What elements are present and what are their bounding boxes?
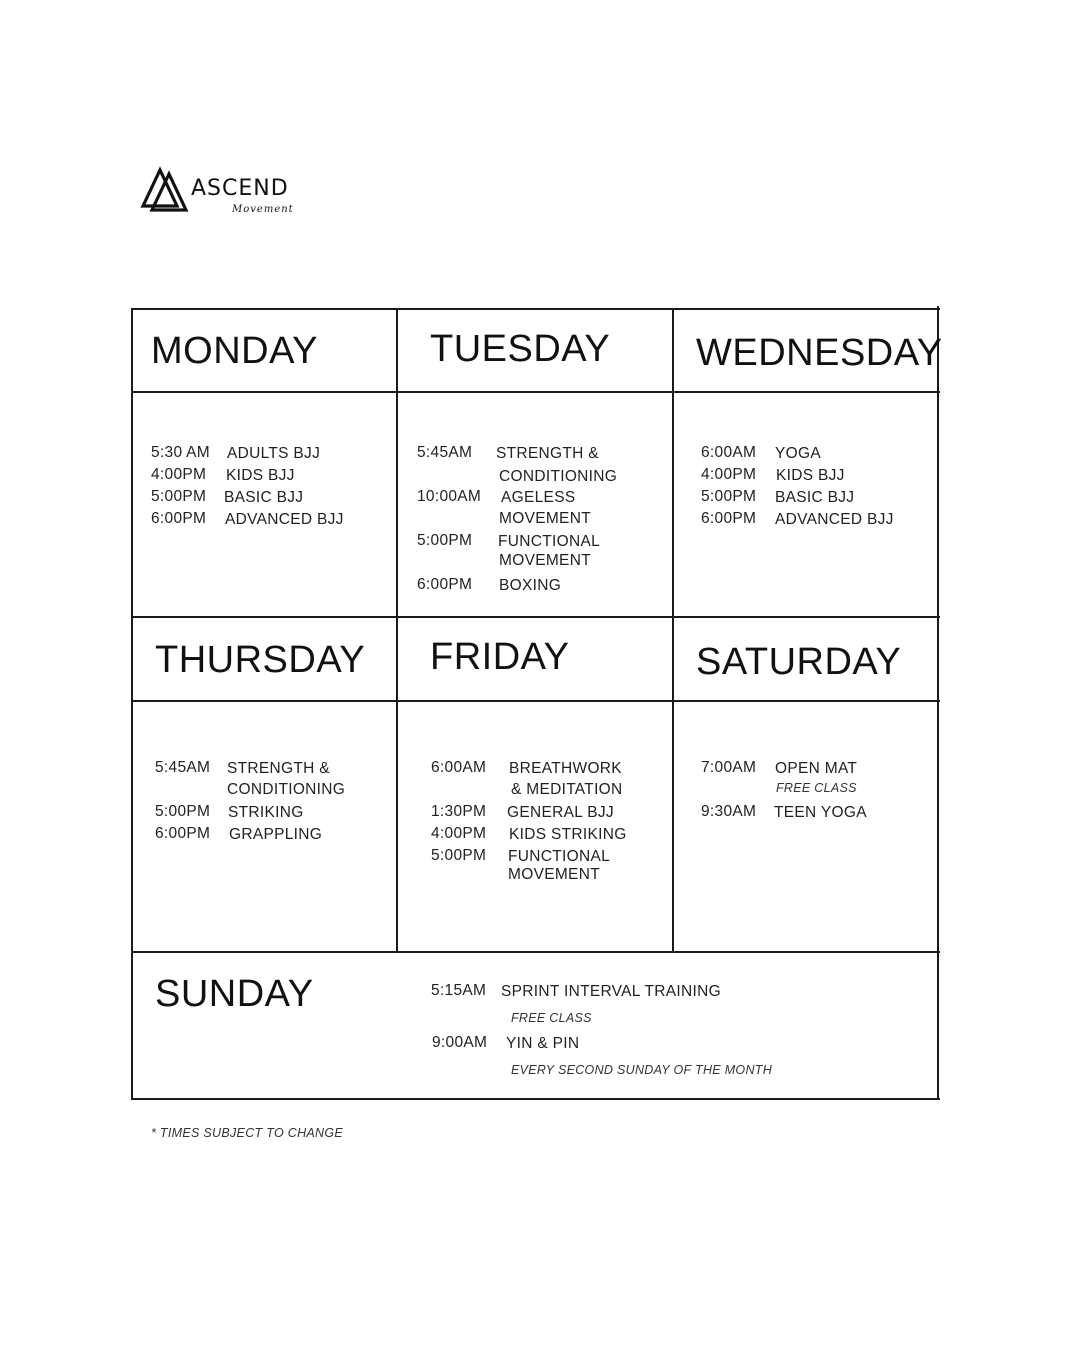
grid-line [131,391,940,393]
class-name: SPRINT INTERVAL TRAINING [501,983,721,1000]
class-name: CONDITIONING [499,468,618,485]
class-name: BASIC BJJ [775,489,855,506]
class-name: BOXING [499,577,562,594]
class-name: KIDS STRIKING [509,826,627,843]
brand-tagline: Movement [232,204,294,215]
grid-line [396,308,398,953]
class-time: 5:45AM [417,444,473,461]
class-name: STRIKING [228,804,304,821]
class-name: BREATHWORK [509,760,622,777]
brand-name: ASCEND [191,176,289,201]
class-time: 5:15AM [431,982,487,999]
class-time: 6:00PM [701,510,757,527]
class-name: STRENGTH & [227,760,330,777]
class-time: 4:00PM [431,825,487,842]
day-heading-saturday: SATURDAY [696,641,902,683]
class-name: ADVANCED BJJ [775,511,894,528]
class-time: 6:00AM [431,759,487,776]
class-name: BASIC BJJ [224,489,304,506]
class-time: 4:00PM [151,466,207,483]
class-time: 5:30 AM [151,444,210,461]
day-heading-tuesday: TUESDAY [430,328,611,370]
class-name: GRAPPLING [229,826,323,843]
grid-line [131,308,133,1100]
day-heading-monday: MONDAY [151,330,318,372]
class-time: 6:00PM [417,576,473,593]
footnote: * TIMES SUBJECT TO CHANGE [151,1126,344,1140]
class-time: 9:00AM [432,1034,488,1051]
grid-line [672,308,674,953]
class-name: MOVEMENT [508,866,600,883]
class-time: 5:00PM [431,847,487,864]
class-name: ADULTS BJJ [227,445,321,462]
class-time: 6:00AM [701,444,757,461]
class-name: & MEDITATION [511,781,623,798]
class-time: 5:00PM [155,803,211,820]
class-time: 5:00PM [151,488,207,505]
class-time: 5:45AM [155,759,211,776]
grid-line [131,700,940,702]
class-time: 5:00PM [701,488,757,505]
class-name: AGELESS [501,489,576,506]
class-time: 4:00PM [701,466,757,483]
class-note: FREE CLASS [511,1011,592,1025]
class-name: KIDS BJJ [226,467,295,484]
class-name: MOVEMENT [499,510,591,527]
class-time: 6:00PM [155,825,211,842]
grid-line [131,308,940,310]
day-heading-wednesday: WEDNESDAY [696,332,943,374]
grid-line [131,1098,940,1100]
class-name: STRENGTH & [496,445,599,462]
class-note: FREE CLASS [776,781,857,795]
triangle-logo-icon [140,166,190,212]
class-name: TEEN YOGA [774,804,867,821]
class-note: EVERY SECOND SUNDAY OF THE MONTH [511,1063,773,1077]
grid-line [131,951,940,953]
class-name: MOVEMENT [499,552,591,569]
class-time: 10:00AM [417,488,482,505]
class-name: FUNCTIONAL [508,848,611,865]
class-name: YOGA [775,445,821,462]
class-time: 9:30AM [701,803,757,820]
class-time: 6:00PM [151,510,207,527]
class-name: YIN & PIN [506,1035,580,1052]
grid-line [131,616,940,618]
class-time: 5:00PM [417,532,473,549]
grid-line [937,306,939,1100]
class-name: OPEN MAT [775,760,858,777]
day-heading-sunday: SUNDAY [155,973,314,1015]
day-heading-thursday: THURSDAY [155,639,366,681]
class-name: ADVANCED BJJ [225,511,344,528]
class-name: CONDITIONING [227,781,346,798]
class-name: GENERAL BJJ [507,804,614,821]
class-time: 1:30PM [431,803,487,820]
class-time: 7:00AM [701,759,757,776]
class-name: KIDS BJJ [776,467,845,484]
day-heading-friday: FRIDAY [430,636,570,678]
class-name: FUNCTIONAL [498,533,601,550]
brand-logo [140,166,300,220]
